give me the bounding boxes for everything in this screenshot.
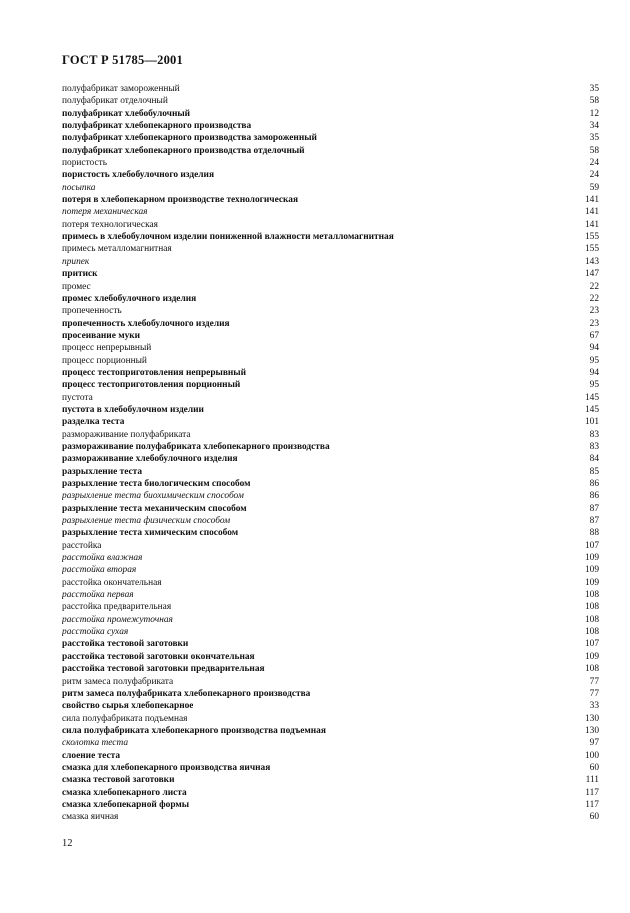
index-page-ref: 95 bbox=[589, 355, 599, 366]
index-page-ref: 100 bbox=[584, 750, 599, 761]
index-term: пустота в хлебобулочном изделии bbox=[62, 404, 204, 415]
index-term: пористость хлебобулочного изделия bbox=[62, 170, 215, 181]
index-term: пропеченность хлебобулочного изделия bbox=[62, 318, 230, 329]
index-entry bbox=[62, 688, 599, 700]
index-page-ref: 109 bbox=[584, 565, 599, 576]
index-entry bbox=[62, 478, 599, 490]
index-page-ref: 155 bbox=[584, 232, 599, 243]
index-page-ref: 67 bbox=[589, 330, 599, 341]
index-entry bbox=[62, 330, 599, 342]
index-entry bbox=[62, 169, 599, 181]
index-term: процесс тестоприготовления порционный bbox=[62, 380, 241, 391]
index-page-ref: 22 bbox=[589, 281, 599, 292]
index-page-ref: 145 bbox=[584, 392, 599, 403]
index-entry bbox=[62, 416, 599, 428]
index-entry bbox=[62, 762, 599, 774]
index-entry bbox=[62, 206, 599, 218]
index-entry bbox=[62, 318, 599, 330]
index-term: припек bbox=[62, 256, 90, 267]
index-term: размораживание хлебобулочного изделия bbox=[62, 454, 238, 465]
index-page-ref: 108 bbox=[584, 664, 599, 675]
index-term: разделка теста bbox=[62, 417, 125, 428]
index-entry bbox=[62, 527, 599, 539]
index-page-ref: 107 bbox=[584, 540, 599, 551]
index-page-ref: 77 bbox=[589, 676, 599, 687]
index-term: свойство сырья хлебопекарное bbox=[62, 701, 194, 712]
index-entry bbox=[62, 774, 599, 786]
index-page-ref: 145 bbox=[584, 404, 599, 415]
index-page-ref: 88 bbox=[589, 528, 599, 539]
index-page-ref: 101 bbox=[584, 417, 599, 428]
index-term: примесь металломагнитная bbox=[62, 244, 172, 255]
index-term: разрыхление теста механическим способом bbox=[62, 503, 247, 514]
index-term: смазка хлебопекарного листа bbox=[62, 787, 187, 798]
index-term: процесс непрерывный bbox=[62, 343, 152, 354]
index-page-ref: 109 bbox=[584, 651, 599, 662]
index-entry bbox=[62, 256, 599, 268]
index-page-ref: 35 bbox=[589, 84, 599, 94]
index-page-ref: 59 bbox=[589, 182, 599, 193]
index-page-ref: 86 bbox=[589, 491, 599, 502]
index-entry bbox=[62, 95, 599, 107]
page-number: 12 bbox=[62, 838, 73, 849]
index-term: расстойка вторая bbox=[62, 565, 137, 576]
index-entry bbox=[62, 108, 599, 120]
index-entry bbox=[62, 219, 599, 231]
index-term: сила полуфабриката подъемная bbox=[62, 713, 188, 724]
index-page-ref: 60 bbox=[589, 762, 599, 773]
index-page-ref: 141 bbox=[584, 195, 599, 206]
index-entry bbox=[62, 379, 599, 391]
index-page-ref: 77 bbox=[589, 688, 599, 699]
index-entry bbox=[62, 750, 599, 762]
index-page-ref: 58 bbox=[589, 96, 599, 107]
index-term: разрыхление теста биологическим способом bbox=[62, 479, 251, 489]
index-entry bbox=[62, 268, 599, 280]
index-entry bbox=[62, 651, 599, 663]
index-entry bbox=[62, 466, 599, 478]
index-entry bbox=[62, 392, 599, 404]
index-term: притиск bbox=[62, 269, 98, 280]
index-term: промес bbox=[62, 281, 91, 292]
index-page-ref: 143 bbox=[584, 256, 599, 267]
index-term: разрыхление теста физическим способом bbox=[62, 516, 231, 527]
index-entry bbox=[62, 453, 599, 465]
index-entry bbox=[62, 540, 599, 552]
index-term: потеря в хлебопекарном производстве технологическая bbox=[62, 195, 299, 206]
index-page-ref: 94 bbox=[589, 343, 599, 354]
index-term: промес хлебобулочного изделия bbox=[62, 293, 197, 304]
index-page-ref: 109 bbox=[584, 553, 599, 564]
index-page-ref: 107 bbox=[584, 639, 599, 650]
index-term: размораживание полуфабриката хлебопекарного производства bbox=[62, 441, 330, 452]
index-page-ref: 24 bbox=[589, 170, 599, 181]
index-entry bbox=[62, 441, 599, 453]
index-entry bbox=[62, 145, 599, 157]
index-page-ref: 94 bbox=[589, 367, 599, 378]
index-entry bbox=[62, 132, 599, 144]
index-term: потеря механическая bbox=[62, 207, 148, 218]
index-term: ритм замеса полуфабриката хлебопекарного производства bbox=[62, 688, 311, 699]
index-term: расстойка тестовой заготовки окончательная bbox=[62, 651, 255, 662]
index-page-ref: 22 bbox=[589, 293, 599, 304]
index-entry bbox=[62, 503, 599, 515]
index-page-ref: 108 bbox=[584, 627, 599, 638]
index-term: пропеченность bbox=[62, 306, 122, 317]
index-term: расстойка bbox=[62, 540, 102, 551]
index-page-ref: 108 bbox=[584, 590, 599, 601]
index-entry bbox=[62, 552, 599, 564]
index-entry bbox=[62, 515, 599, 527]
index-entry bbox=[62, 194, 599, 206]
index-entry bbox=[62, 663, 599, 675]
index-term: разрыхление теста химическим способом bbox=[62, 528, 239, 539]
index-entry bbox=[62, 737, 599, 749]
alphabetical-index bbox=[62, 83, 599, 824]
index-page-ref: 23 bbox=[589, 318, 599, 329]
index-entry bbox=[62, 83, 599, 95]
index-page-ref: 111 bbox=[585, 775, 599, 786]
index-entry bbox=[62, 799, 599, 811]
index-page-ref: 141 bbox=[584, 207, 599, 218]
index-entry bbox=[62, 367, 599, 379]
index-entry bbox=[62, 614, 599, 626]
index-term: смазка яичная bbox=[62, 812, 119, 823]
index-entry bbox=[62, 713, 599, 725]
index-entry bbox=[62, 231, 599, 243]
index-page-ref: 24 bbox=[589, 158, 599, 169]
index-term: смазка хлебопекарной формы bbox=[62, 799, 190, 810]
index-term: сила полуфабриката хлебопекарного производства подъемная bbox=[62, 725, 326, 736]
index-entry bbox=[62, 342, 599, 354]
index-entry bbox=[62, 676, 599, 688]
index-page-ref: 83 bbox=[589, 429, 599, 440]
index-term: потеря технологическая bbox=[62, 219, 158, 230]
index-page-ref: 85 bbox=[589, 466, 599, 477]
index-page-ref: 23 bbox=[589, 306, 599, 317]
index-entry bbox=[62, 293, 599, 305]
index-page-ref: 83 bbox=[589, 441, 599, 452]
index-term: сколотка теста bbox=[62, 738, 129, 749]
index-entry bbox=[62, 429, 599, 441]
index-page-ref: 34 bbox=[589, 121, 599, 132]
index-page-ref: 33 bbox=[589, 701, 599, 712]
index-term: разрыхление теста биохимическим способом bbox=[62, 491, 244, 502]
index-term: пустота bbox=[62, 392, 93, 403]
index-term: смазка тестовой заготовки bbox=[62, 775, 175, 786]
index-term: размораживание полуфабриката bbox=[62, 429, 191, 440]
index-term: полуфабрикат замороженный bbox=[62, 84, 180, 94]
index-term: посыпка bbox=[62, 182, 96, 193]
index-term: расстойка влажная bbox=[62, 553, 143, 564]
index-term: полуфабрикат хлебопекарного производства отделочный bbox=[62, 145, 305, 156]
index-entry bbox=[62, 638, 599, 650]
index-entry bbox=[62, 725, 599, 737]
index-page-ref: 130 bbox=[584, 713, 599, 724]
index-entry bbox=[62, 120, 599, 132]
index-page-ref: 130 bbox=[584, 725, 599, 736]
index-term: расстойка сухая bbox=[62, 627, 129, 638]
index-term: расстойка тестовой заготовки предварительная bbox=[62, 664, 265, 675]
index-page-ref: 87 bbox=[589, 503, 599, 514]
index-entry bbox=[62, 589, 599, 601]
index-term: полуфабрикат хлебопекарного производства замороженный bbox=[62, 133, 317, 144]
index-term: просеивание муки bbox=[62, 330, 141, 341]
index-entry bbox=[62, 490, 599, 502]
index-entry bbox=[62, 787, 599, 799]
index-term: расстойка предварительная bbox=[62, 602, 172, 613]
index-entry bbox=[62, 601, 599, 613]
index-entry bbox=[62, 182, 599, 194]
index-page-ref: 60 bbox=[589, 812, 599, 823]
index-entry bbox=[62, 243, 599, 255]
index-page-ref: 97 bbox=[589, 738, 599, 749]
index-entry bbox=[62, 305, 599, 317]
index-page-ref: 87 bbox=[589, 516, 599, 527]
index-page-ref: 108 bbox=[584, 602, 599, 613]
index-term: пористость bbox=[62, 158, 107, 169]
index-page-ref: 109 bbox=[584, 577, 599, 588]
index-page-ref: 84 bbox=[589, 454, 599, 465]
index-term: расстойка промежуточная bbox=[62, 614, 173, 625]
index-page-ref: 155 bbox=[584, 244, 599, 255]
index-term: полуфабрикат хлебопекарного производства bbox=[62, 121, 252, 132]
index-page-ref: 117 bbox=[585, 787, 599, 798]
index-term: слоение теста bbox=[62, 750, 121, 761]
index-term: примесь в хлебобулочном изделии пониженной влажности металломагнитная bbox=[62, 232, 394, 243]
index-entry bbox=[62, 626, 599, 638]
index-page-ref: 86 bbox=[589, 479, 599, 489]
index-page-ref: 35 bbox=[589, 133, 599, 144]
index-term: расстойка окончательная bbox=[62, 577, 162, 588]
index-entry bbox=[62, 281, 599, 293]
index-page-ref: 12 bbox=[589, 108, 599, 119]
index-term: расстойка первая bbox=[62, 590, 134, 601]
index-page-ref: 117 bbox=[585, 799, 599, 810]
index-entry bbox=[62, 157, 599, 169]
index-term: процесс тестоприготовления непрерывный bbox=[62, 367, 247, 378]
index-entry bbox=[62, 564, 599, 576]
index-page-ref: 147 bbox=[584, 269, 599, 280]
index-term: расстойка тестовой заготовки bbox=[62, 639, 189, 650]
index-term: смазка для хлебопекарного производства яичная bbox=[62, 762, 271, 773]
document-header: ГОСТ Р 51785—2001 bbox=[62, 53, 183, 67]
index-entry bbox=[62, 577, 599, 589]
index-page-ref: 95 bbox=[589, 380, 599, 391]
index-entry bbox=[62, 404, 599, 416]
index-entry bbox=[62, 700, 599, 712]
index-term: полуфабрикат отделочный bbox=[62, 96, 168, 107]
index-page-ref: 108 bbox=[584, 614, 599, 625]
index-entry bbox=[62, 355, 599, 367]
index-term: полуфабрикат хлебобулочный bbox=[62, 108, 191, 119]
index-term: разрыхление теста bbox=[62, 466, 143, 477]
index-term: процесс порционный bbox=[62, 355, 147, 366]
index-entry bbox=[62, 811, 599, 823]
index-page-ref: 58 bbox=[589, 145, 599, 156]
index-term: ритм замеса полуфабриката bbox=[62, 676, 174, 687]
index-page-ref: 141 bbox=[584, 219, 599, 230]
